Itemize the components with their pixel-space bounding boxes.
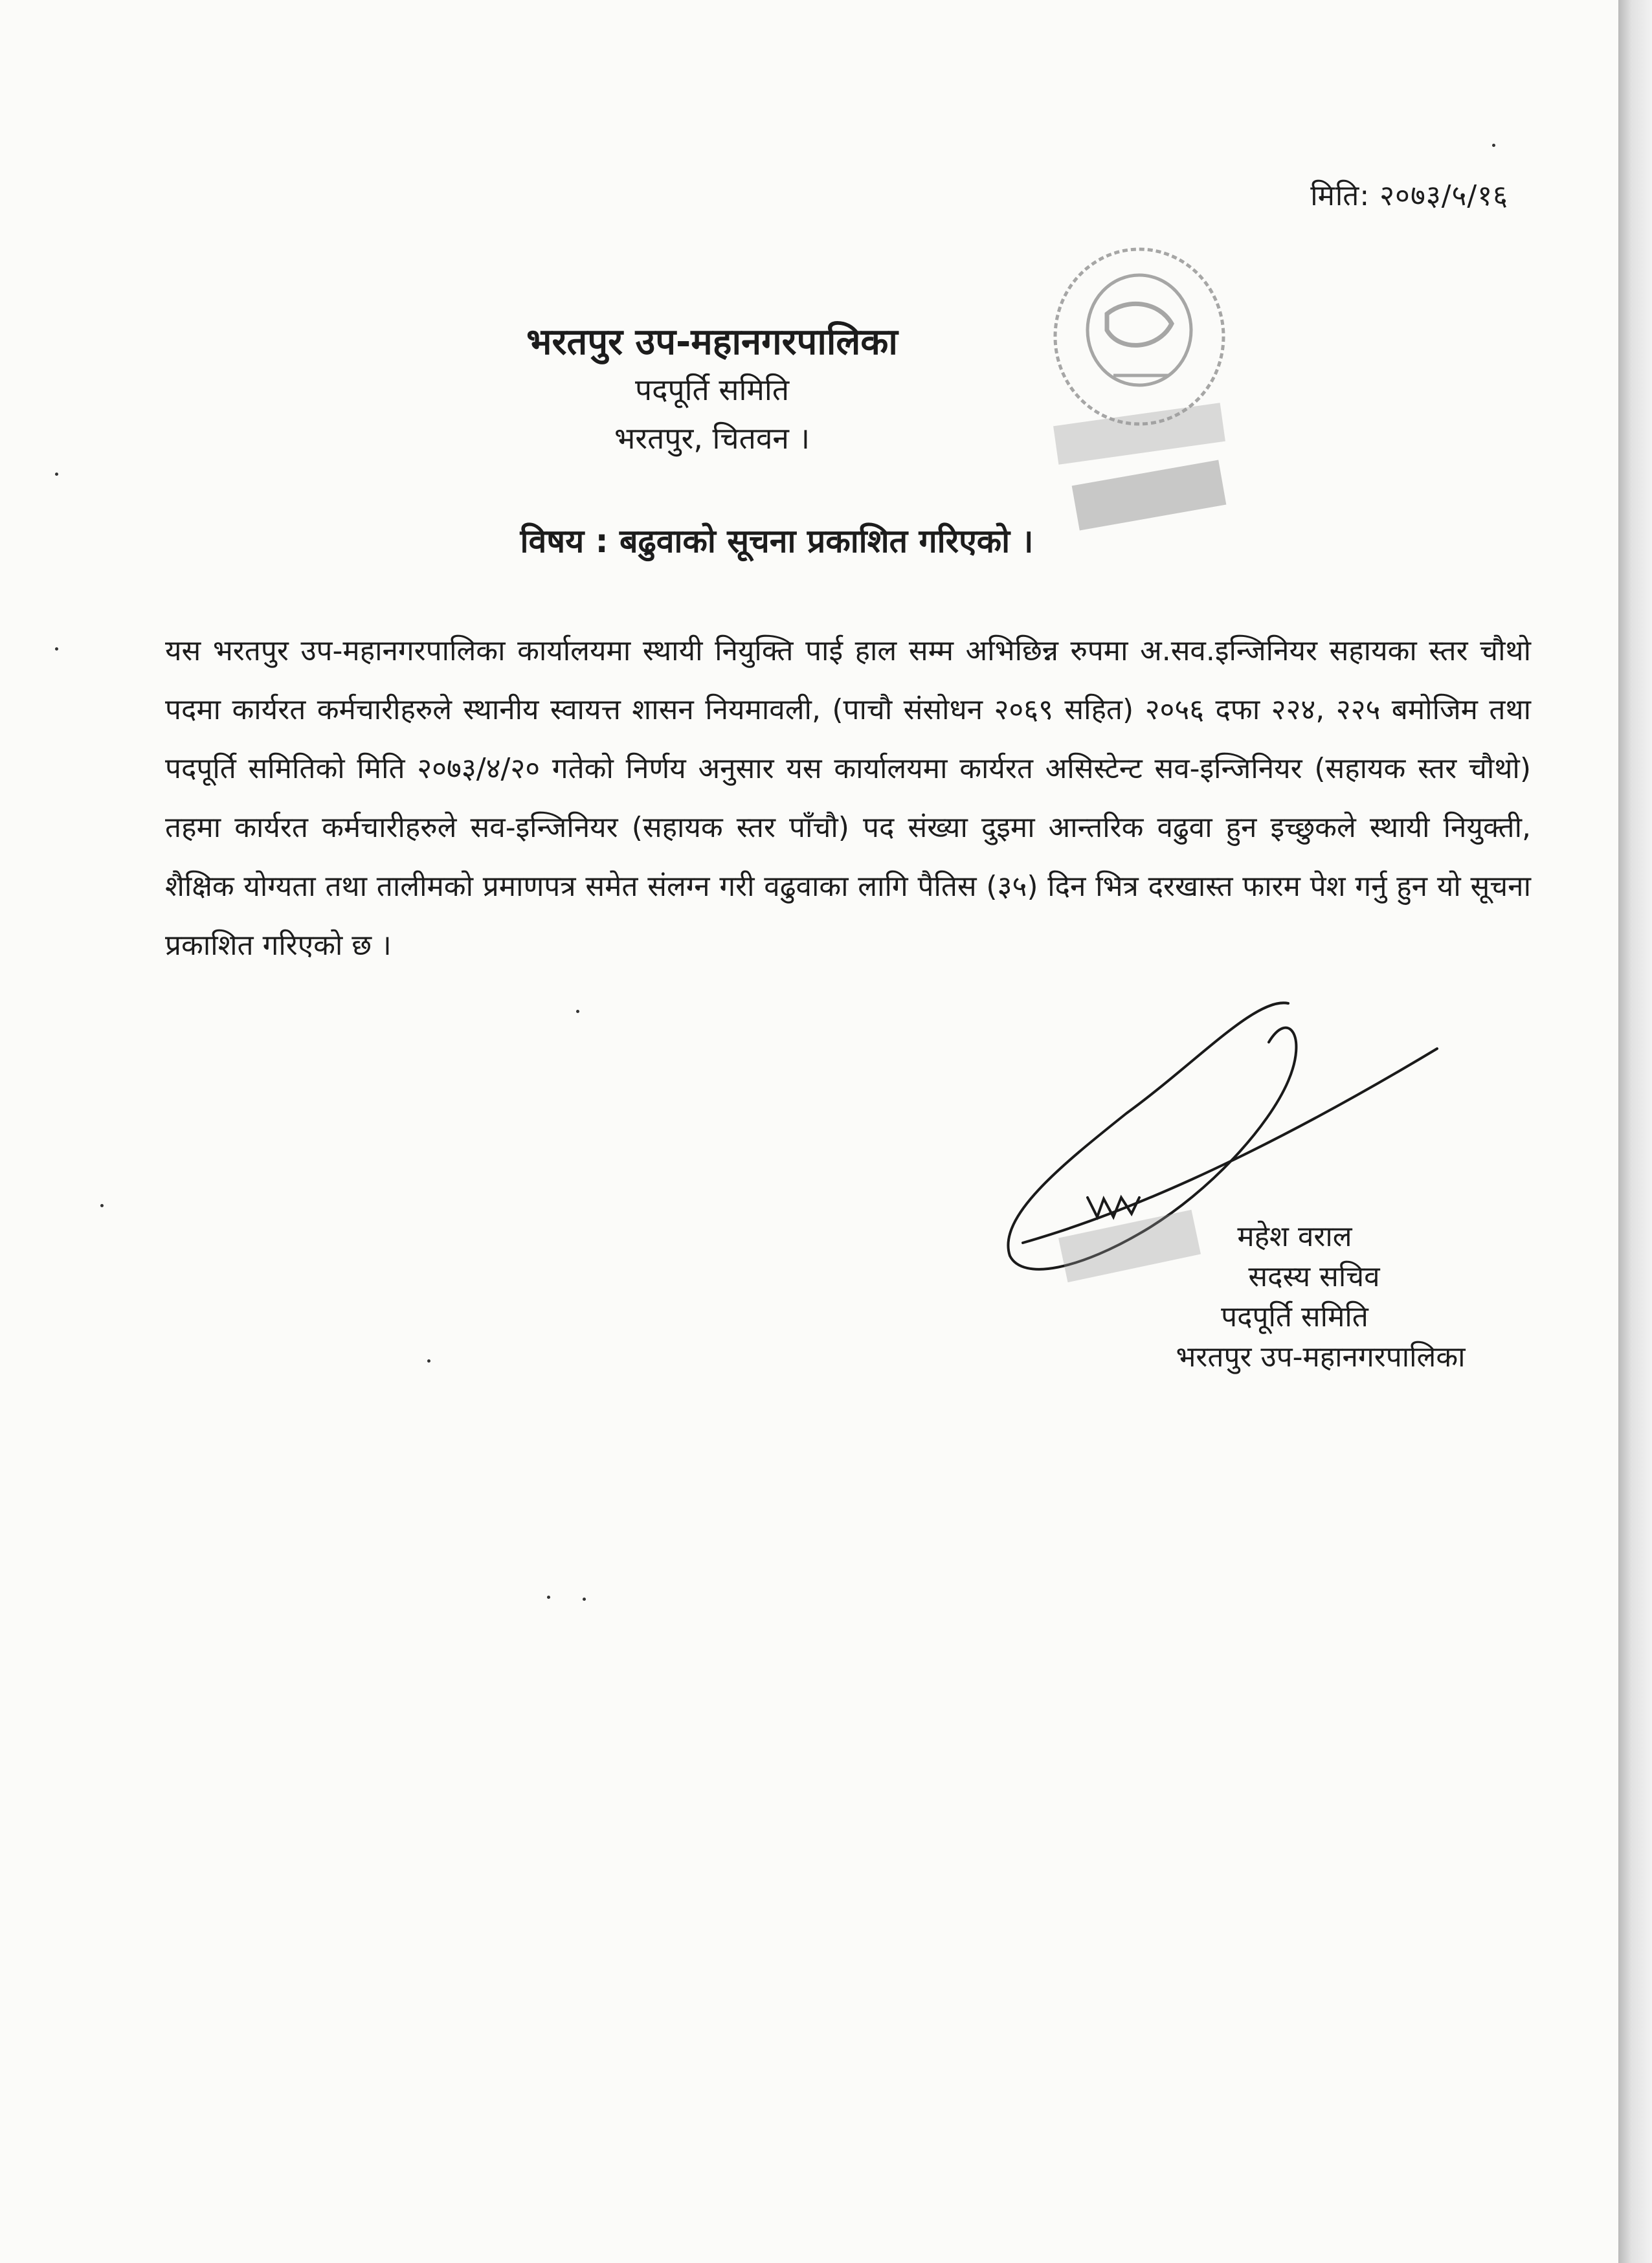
subject-line: विषय : बढुवाको सूचना प्रकाशित गरिएको । — [520, 522, 1034, 560]
document-date: मिति: २०७३/५/१६ — [1310, 179, 1508, 212]
committee-name: पदपूर्ति समिति — [634, 372, 790, 407]
signatory-name: महेश वराल — [1237, 1220, 1352, 1253]
signatory-organization: भरतपुर उप-महानगरपालिका — [1176, 1341, 1466, 1374]
organization-address: भरतपुर, चितवन । — [614, 421, 810, 456]
organization-name: भरतपुर उप-महानगरपालिका — [526, 321, 898, 363]
notice-body: यस भरतपुर उप-महानगरपालिका कार्यालयमा स्थायी नियुक्ति पाई हाल सम्म अभिछिन्न रुपमा अ.सव.इन्जिनियर सहायका स्तर चौथो पदमा कार्यरत कर्मचारीहरुले स्थानीय स्वायत्त शासन नियमावली, (पाचौ संसोधन २०६९ सहित) २०५६ दफा २२४, २२५ बमोजिम तथा पदपूर्ति समितिको मिति २०७३/४/२० गतेको निर्णय अनुसार यस कार्यालयमा कार्यरत असिस्टेन्ट सव-इन्जिनियर (सहायक स्तर चौथो) तहमा कार्यरत कर्मचारीहरुले सव-इन्जिनियर (सहायक स्तर पाँचौ) पद संख्या दुइमा आन्तरिक वढुवा हुन इच्छुकले स्थायी नियुक्ती, शैक्षिक योग्यता तथा तालीमको प्रमाणपत्र समेत संलग्न गरी वढुवाका लागि पैतिस (३५) दिन भित्र दरखास्त फारम पेश गर्नु हुन यो सूचना प्रकाशित गरिएको छ । — [165, 634, 1531, 962]
office-seal — [1029, 240, 1243, 544]
signatory-committee: पदपूर्ति समिति — [1221, 1300, 1368, 1333]
signatory-position: सदस्य सचिव — [1248, 1260, 1380, 1293]
scan-edge — [1618, 0, 1652, 2263]
signatory-block — [1068, 1217, 1521, 1377]
